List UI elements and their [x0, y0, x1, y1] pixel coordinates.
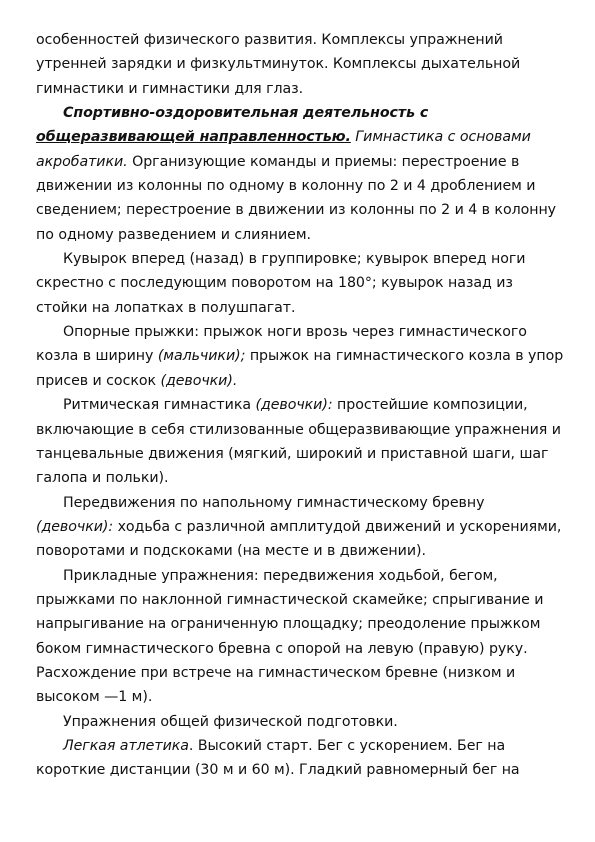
- paragraph-4-text-a: Опорные прыжки: прыжок ноги врозь через гимнастического козла в ширину: [36, 324, 527, 365]
- document-page: [36, 28, 566, 783]
- paragraph-7: Прикладные упражнения: передвижения ходьбой, бегом, прыжками по наклонной гимнастической скамейке; спрыгивание и напрыгивание на ограниченную площадку; преодоление прыжком боком гимнастического бревна с опорой на левую (правую) руку. Расхождение при встрече на гимнастическом бревне (низком и высоком —1 м).: [36, 567, 544, 706]
- paragraph-5-text-a: Ритмическая гимнастика: [63, 397, 251, 414]
- paragraph-9-text: . Высокий старт. Бег с ускорением. Бег на короткие дистанции (30 м и 60 м). Гладкий равномерный бег на: [36, 737, 520, 779]
- paragraph-3: Кувырок вперед (назад) в группировке; кувырок вперед ноги скрестно с последующим поворотом на 180°; кувырок назад из стойки на лопатках в полушпагат.: [36, 251, 526, 316]
- paragraph-8: Упражнения общей физической подготовки.: [63, 713, 398, 730]
- paragraph-1: особенностей физического развития. Комплексы упражнений утренней зарядки и физкультминуток. Комплексы дыхательной гимнастики и гимнастики для глаз.: [36, 32, 521, 97]
- paragraph-5-girls-note: (девочки):: [255, 397, 333, 414]
- section-heading-line2: общеразвивающей направленностью.: [36, 129, 351, 146]
- paragraph-9: [36, 734, 566, 783]
- paragraph-6-text-c: ходьба с различной амплитудой движений и ускорениями, поворотами и подскоками (на месте и в движении).: [36, 518, 562, 560]
- paragraph-4-text-c: прыжок на гимнастического козла в упор присев и соскок: [36, 348, 564, 389]
- paragraph-5-text-c: простейшие композиции, включающие в себя стилизованные общеразвивающие упражнения и танцевальные движения (мягкий, широкий и приставной шаги, шаг галопа и польки).: [36, 397, 561, 487]
- paragraph-2-text: Организующие команды и приемы: перестроение в движении из колонны по одному в колонну по 2 и 4 дроблением и сведением; перестроение в движении из колонны по 2 и 4 в колонну по одному разведением и слиянием.: [36, 153, 557, 243]
- subsection-heading-gymnastics: Гимнастика с основами акробатики.: [36, 129, 531, 170]
- subsection-heading-athletics: Легкая атлетика: [63, 737, 189, 754]
- paragraph-6-text-a: Передвижения по напольному гимнастическому бревну: [63, 494, 485, 511]
- paragraph-2: [36, 101, 566, 247]
- paragraph-6: [36, 491, 566, 564]
- paragraph-4: [36, 320, 566, 393]
- paragraph-6-girls-note: (девочки):: [36, 518, 114, 535]
- paragraph-4-girls-note: (девочки).: [160, 372, 238, 389]
- paragraph-5: [36, 393, 566, 490]
- paragraph-4-boys-note: (мальчики);: [157, 348, 246, 365]
- section-heading-line1: Спортивно-оздоровительная деятельность с: [63, 105, 429, 122]
